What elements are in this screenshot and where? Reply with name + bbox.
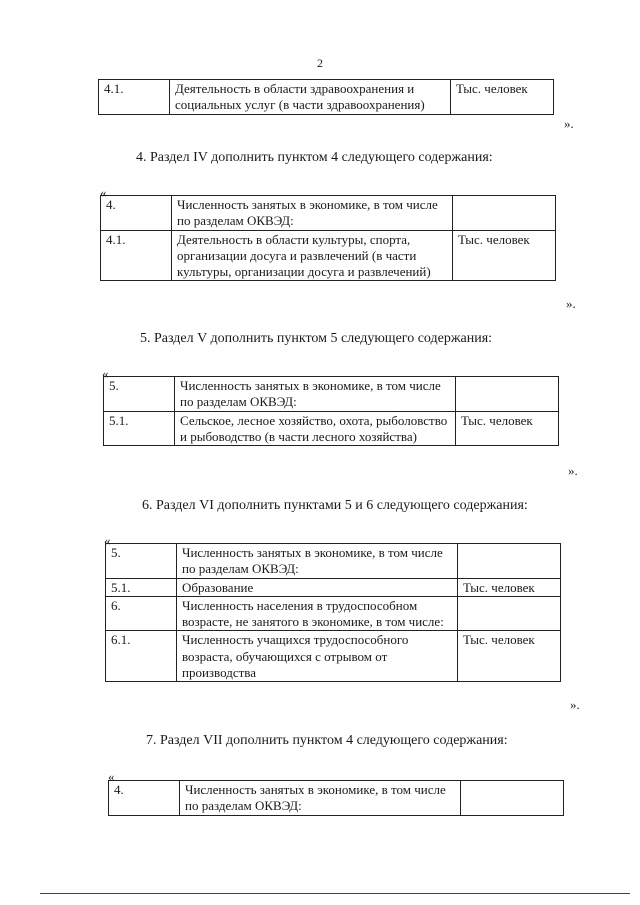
opening-quote: «	[100, 185, 107, 200]
row-number: 5.1.	[104, 411, 175, 446]
opening-quote: «	[104, 533, 111, 548]
row-indicator-name: Образование	[177, 578, 458, 596]
section-4-heading: 4. Раздел IV дополнить пунктом 4 следующего содержания:	[136, 150, 493, 165]
row-unit	[458, 596, 561, 631]
closing-quote: ».	[570, 697, 580, 712]
row-unit	[461, 781, 564, 816]
row-number: 5.	[104, 377, 175, 412]
row-indicator-name: Численность занятых в экономике, в том числе по разделам ОКВЭД:	[175, 377, 456, 412]
table-row	[104, 411, 559, 446]
row-unit	[456, 377, 559, 412]
table-section-5	[103, 376, 559, 446]
row-unit: Тыс. человек	[451, 80, 554, 115]
row-indicator-name: Деятельность в области культуры, спорта, организации досуга и развлечений (в части культуры, организации досуга и развлечений)	[172, 230, 453, 281]
table-row	[101, 230, 556, 281]
table-row	[101, 196, 556, 231]
row-unit	[458, 544, 561, 579]
section-6-heading: 6. Раздел VI дополнить пунктами 5 и 6 следующего содержания:	[142, 498, 528, 513]
page-number: 2	[317, 56, 323, 70]
row-unit: Тыс. человек	[453, 230, 556, 281]
closing-quote: ».	[564, 116, 574, 131]
section-7-heading: 7. Раздел VII дополнить пунктом 4 следующего содержания:	[146, 733, 508, 748]
table-row	[106, 596, 561, 631]
row-indicator-name: Численность учащихся трудоспособного возраста, обучающихся с отрывом от производства	[177, 631, 458, 682]
row-number: 4.	[101, 196, 172, 231]
page-bottom-edge	[40, 893, 630, 894]
table-row	[106, 578, 561, 596]
row-number: 6.	[106, 596, 177, 631]
closing-quote: ».	[566, 296, 576, 311]
table-row	[106, 631, 561, 682]
section-5-heading: 5. Раздел V дополнить пунктом 5 следующего содержания:	[140, 331, 493, 346]
table-row	[109, 781, 564, 816]
row-number: 5.	[106, 544, 177, 579]
row-number: 5.1.	[106, 578, 177, 596]
row-number: 4.1.	[101, 230, 172, 281]
row-number: 6.1.	[106, 631, 177, 682]
table-section-3-continuation	[98, 79, 554, 115]
row-indicator-name: Деятельность в области здравоохранения и социальных услуг (в части здравоохранения)	[170, 80, 451, 115]
row-unit: Тыс. человек	[458, 578, 561, 596]
table-section-7	[108, 780, 564, 816]
row-indicator-name: Сельское, лесное хозяйство, охота, рыболовство и рыбоводство (в части лесного хозяйства)	[175, 411, 456, 446]
row-indicator-name: Численность занятых в экономике, в том числе по разделам ОКВЭД:	[177, 544, 458, 579]
table-section-6	[105, 543, 561, 682]
table-section-4	[100, 195, 556, 281]
row-number: 4.	[109, 781, 180, 816]
row-indicator-name: Численность занятых в экономике, в том числе по разделам ОКВЭД:	[180, 781, 461, 816]
row-indicator-name: Численность населения в трудоспособном возрасте, не занятого в экономике, в том числе:	[177, 596, 458, 631]
closing-quote: ».	[568, 463, 578, 478]
row-number: 4.1.	[99, 80, 170, 115]
opening-quote: «	[108, 769, 115, 784]
row-unit: Тыс. человек	[458, 631, 561, 682]
table-row	[99, 80, 554, 115]
row-indicator-name: Численность занятых в экономике, в том числе по разделам ОКВЭД:	[172, 196, 453, 231]
row-unit: Тыс. человек	[456, 411, 559, 446]
table-row	[106, 544, 561, 579]
row-unit	[453, 196, 556, 231]
table-row	[104, 377, 559, 412]
opening-quote: «	[102, 366, 109, 381]
